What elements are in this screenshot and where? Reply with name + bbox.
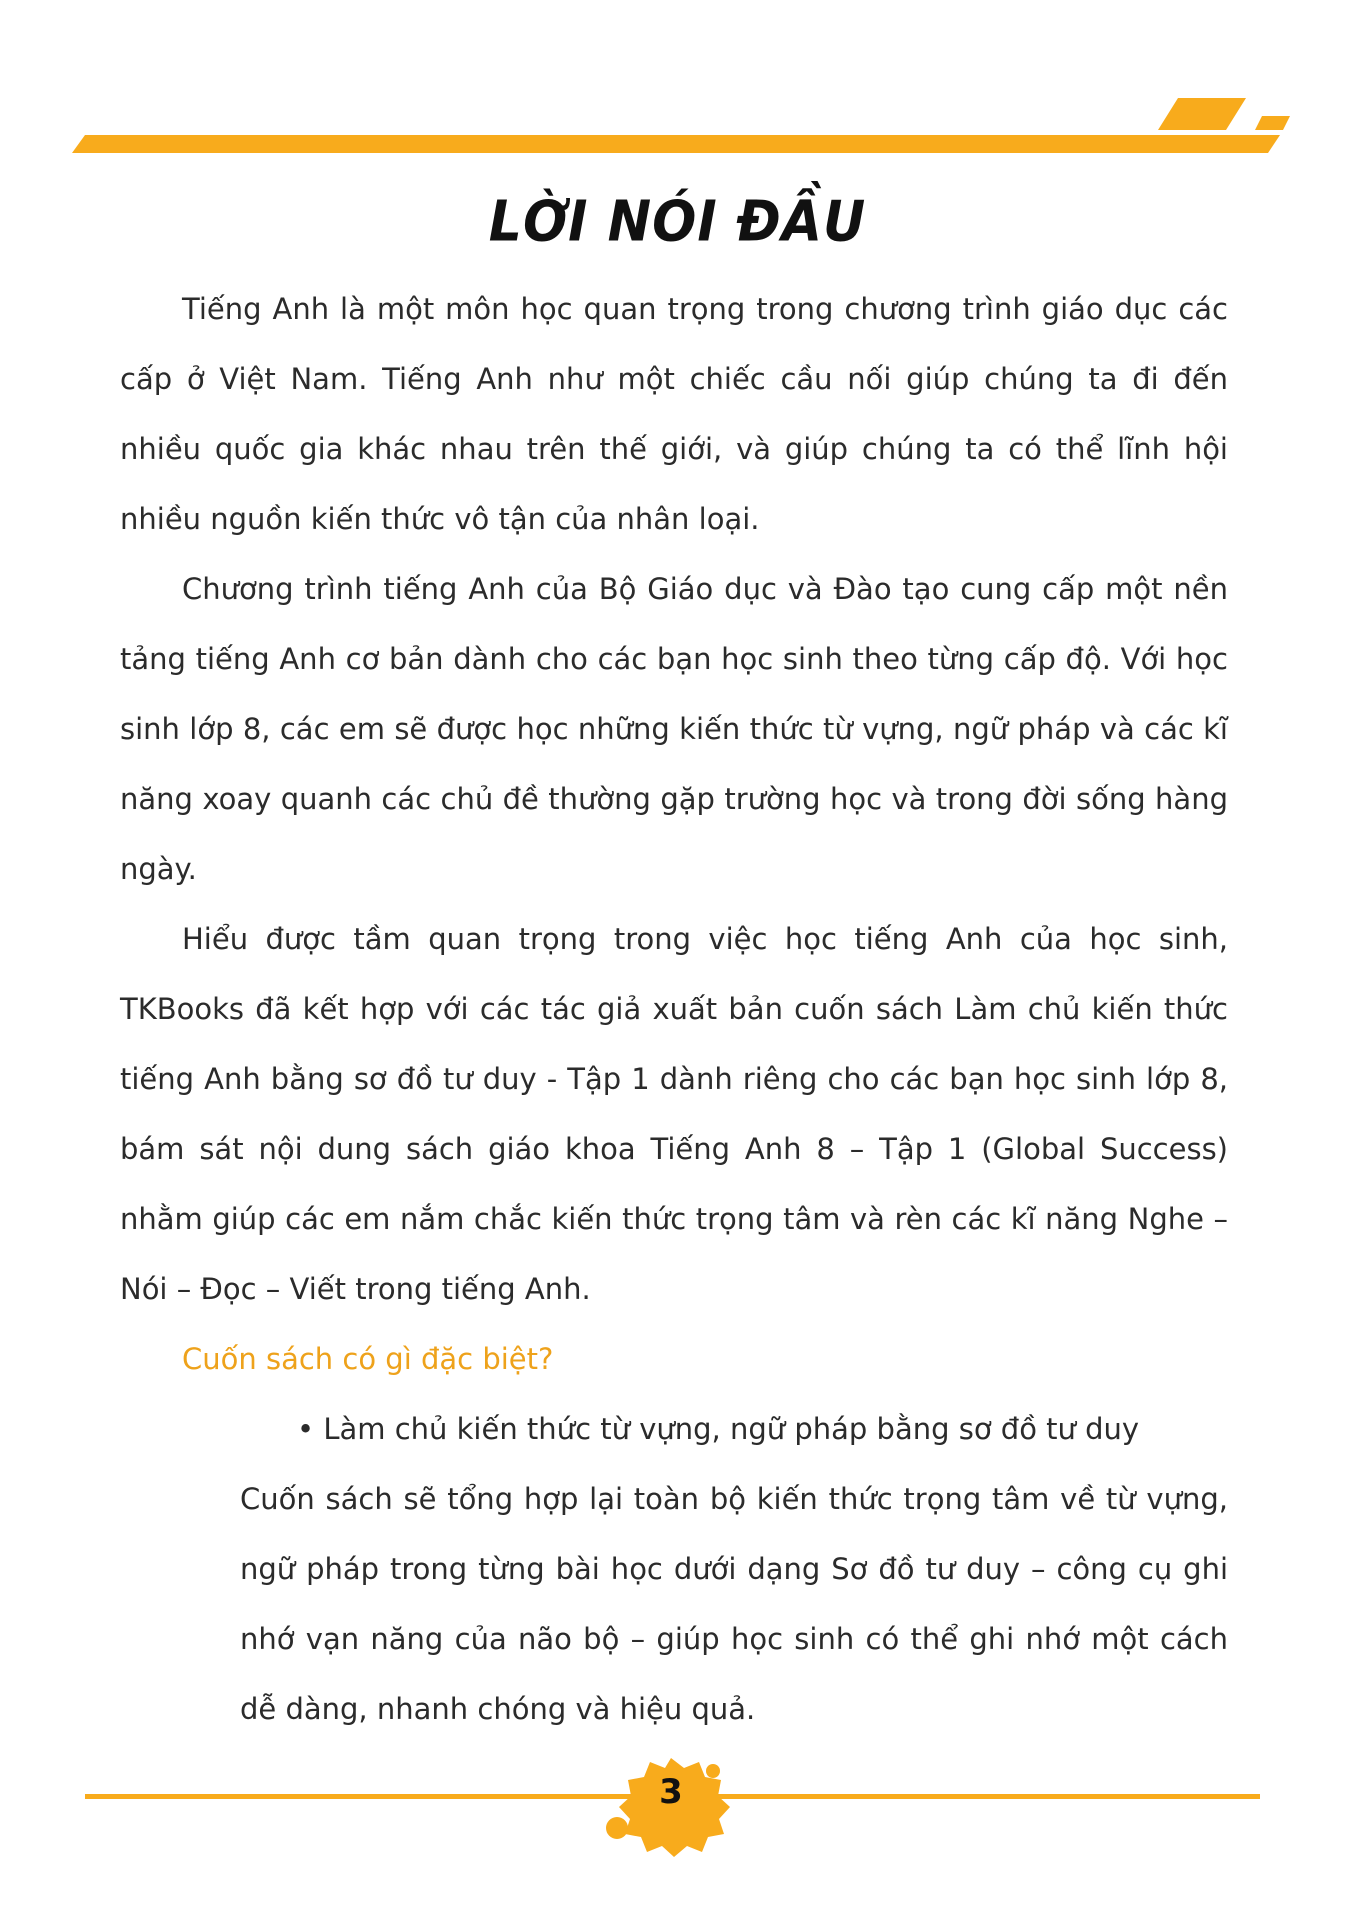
header-accent-small — [1255, 116, 1290, 130]
bullet-title: • Làm chủ kiến thức từ vựng, ngữ pháp bằng sơ đồ tư duy — [297, 1412, 1140, 1446]
section-heading: Cuốn sách có gì đặc biệt? — [182, 1342, 554, 1376]
header-accent-block — [1158, 98, 1246, 130]
bullet-body: Cuốn sách sẽ tổng hợp lại toàn bộ kiến thức trọng tâm về từ vựng, ngữ pháp trong từng bài học dưới dạng Sơ đồ tư duy – công cụ ghi nhớ vạn năng của não bộ – giúp học sinh có thể ghi nhớ một cách dễ dàng, nhanh chóng và hiệu quả. — [240, 1482, 1228, 1726]
paragraph-2: Chương trình tiếng Anh của Bộ Giáo dục và Đào tạo cung cấp một nền tảng tiếng Anh cơ bản dành cho các bạn học sinh theo từng cấp độ. Với học sinh lớp 8, các em sẽ được học những kiến thức từ vựng, ngữ pháp và các kĩ năng xoay quanh các chủ đề thường gặp trường học và trong đời sống hàng ngày. — [120, 572, 1228, 886]
page-title: LỜI NÓI ĐẦU — [488, 189, 867, 255]
page-number: 3 — [659, 1772, 683, 1812]
paragraph-1: Tiếng Anh là một môn học quan trọng trong chương trình giáo dục các cấp ở Việt Nam. Tiếng Anh như một chiếc cầu nối giúp chúng ta đi đến nhiều quốc gia khác nhau trên thế giới, và giúp chúng ta có thể lĩnh hội nhiều nguồn kiến thức vô tận của nhân loại. — [120, 292, 1228, 536]
paragraph-3: Hiểu được tầm quan trọng trong việc học tiếng Anh của học sinh, TKBooks đã kết hợp với các tác giả xuất bản cuốn sách Làm chủ kiến thức tiếng Anh bằng sơ đồ tư duy - Tập 1 dành riêng cho các bạn học sinh lớp 8, bám sát nội dung sách giáo khoa Tiếng Anh 8 – Tập 1 (Global Success) nhằm giúp các em nắm chắc kiến thức trọng tâm và rèn các kĩ năng Nghe – Nói – Đọc – Viết trong tiếng Anh. — [120, 922, 1228, 1306]
header-decoration — [0, 0, 1355, 170]
splash-dot-large — [606, 1817, 628, 1839]
preface-body — [120, 274, 1228, 1744]
header-stripe — [72, 135, 1280, 153]
